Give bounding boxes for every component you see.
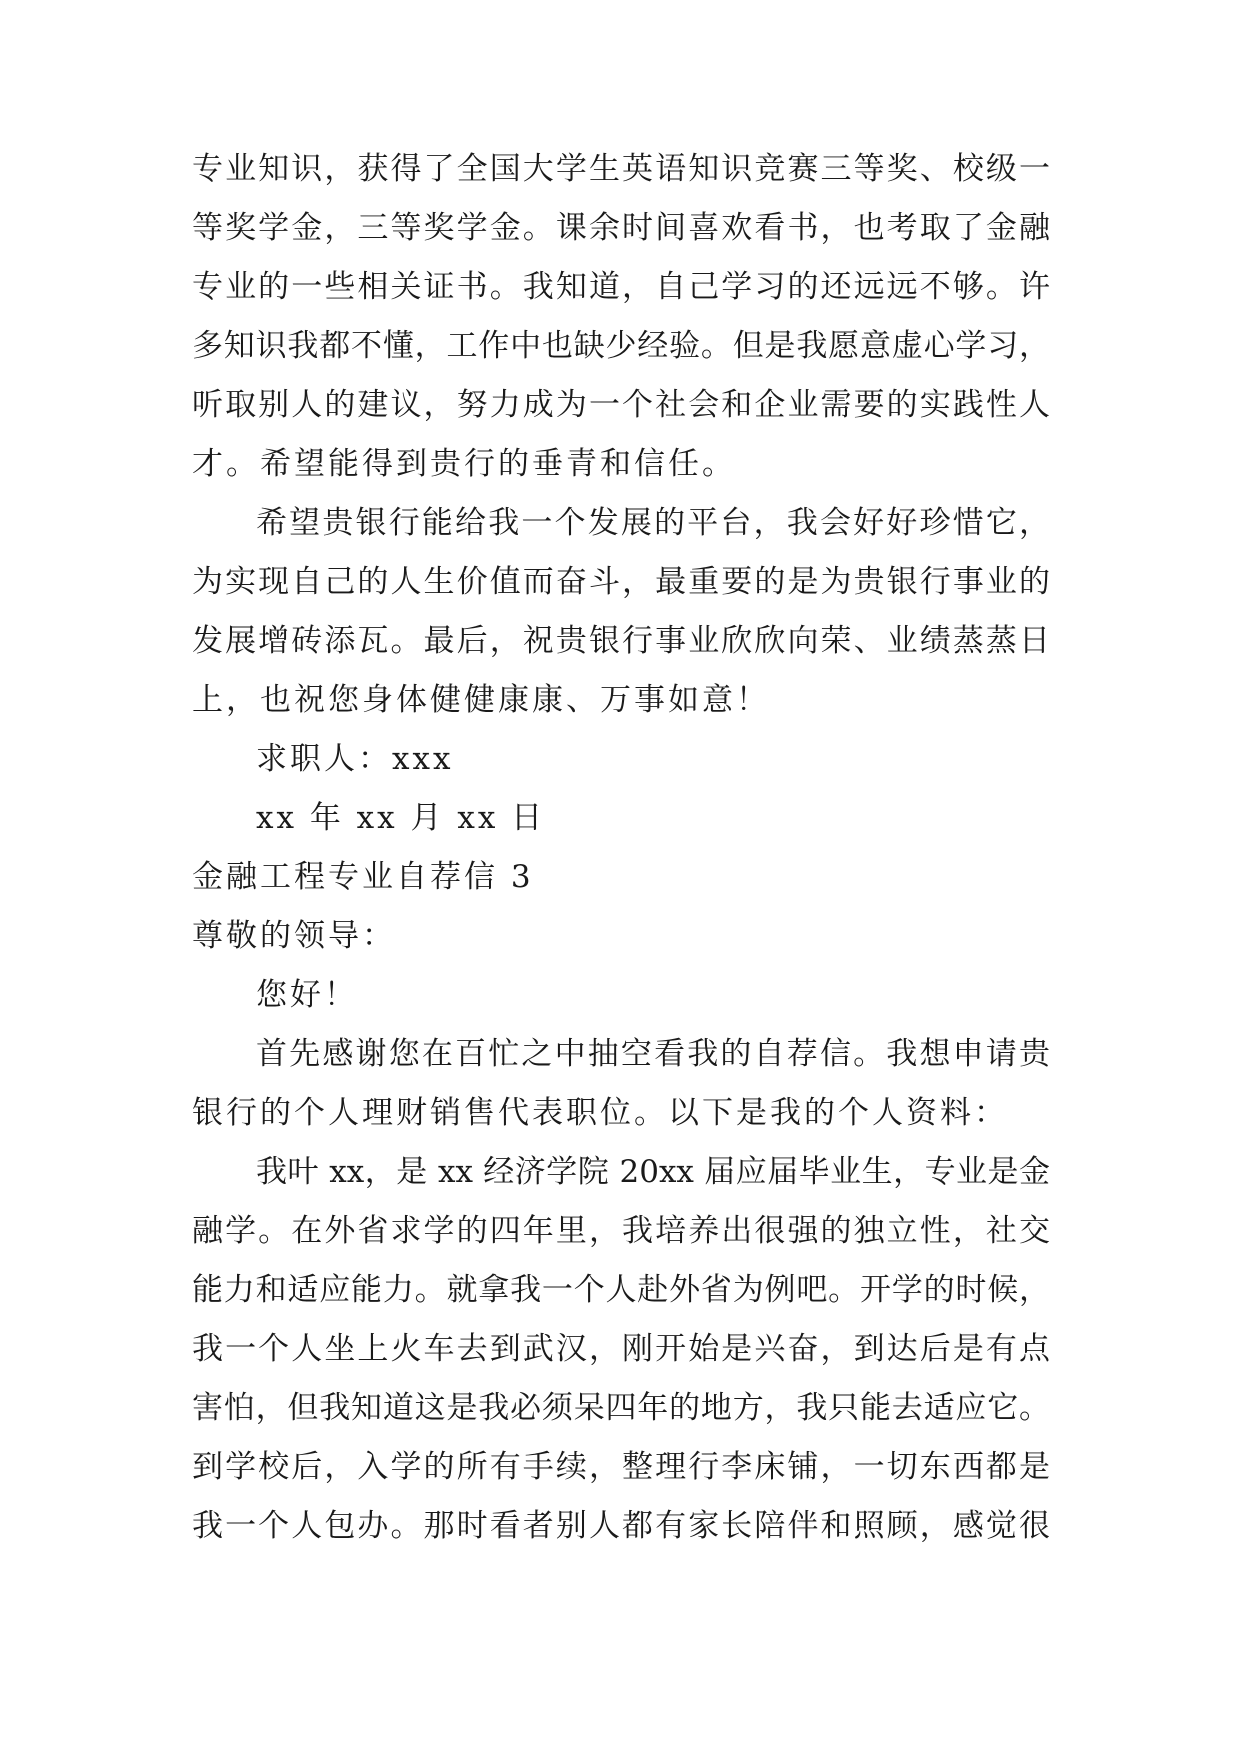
signature-name: 求职人：xxx	[256, 741, 454, 777]
body-text-line: 听取别人的建议，努力成为一个社会和企业需要的实践性人	[192, 387, 1050, 423]
body-text-line: 专业知识，获得了全国大学生英语知识竞赛三等奖、校级一	[192, 151, 1050, 187]
body-text-line: 银行的个人理财销售代表职位。以下是我的个人资料：	[192, 1095, 1008, 1131]
section-title: 金融工程专业自荐信 3	[192, 859, 534, 895]
signature-date: xx 年 xx 月 xx 日	[256, 800, 546, 836]
salutation: 尊敬的领导：	[192, 918, 396, 954]
body-text-line: 为实现自己的人生价值而奋斗，最重要的是为贵银行事业的	[192, 564, 1050, 600]
body-text-line: 我一个人坐上火车去到武汉，刚开始是兴奋，到达后是有点	[192, 1331, 1050, 1367]
body-text-line: 发展增砖添瓦。最后，祝贵银行事业欣欣向荣、业绩蒸蒸日	[192, 623, 1050, 659]
body-text-line: 到学校后，入学的所有手续，整理行李床铺，一切东西都是	[192, 1449, 1050, 1485]
body-text-line: 害怕，但我知道这是我必须呆四年的地方，我只能去适应它。	[192, 1390, 1050, 1426]
body-text-line: 才。希望能得到贵行的垂青和信任。	[192, 446, 736, 482]
body-text-line: 多知识我都不懂，工作中也缺少经验。但是我愿意虚心学习，	[192, 328, 1050, 364]
greeting: 您好！	[256, 977, 358, 1013]
paragraph-first-line: 首先感谢您在百忙之中抽空看我的自荐信。我想申请贵	[256, 1036, 1050, 1072]
body-text-line: 上，也祝您身体健健康康、万事如意！	[192, 682, 770, 718]
paragraph-first-line: 我叶 xx，是 xx 经济学院 20xx 届应届毕业生，专业是金	[256, 1154, 1050, 1190]
body-text-line: 专业的一些相关证书。我知道，自己学习的还远远不够。许	[192, 269, 1050, 305]
body-text-line: 等奖学金，三等奖学金。课余时间喜欢看书，也考取了金融	[192, 210, 1050, 246]
body-text-line: 能力和适应能力。就拿我一个人赴外省为例吧。开学的时候，	[192, 1272, 1050, 1308]
body-text-line: 我一个人包办。那时看者别人都有家长陪伴和照顾，感觉很	[192, 1508, 1050, 1544]
paragraph-first-line: 希望贵银行能给我一个发展的平台，我会好好珍惜它，	[256, 505, 1050, 541]
body-text-line: 融学。在外省求学的四年里，我培养出很强的独立性，社交	[192, 1213, 1050, 1249]
